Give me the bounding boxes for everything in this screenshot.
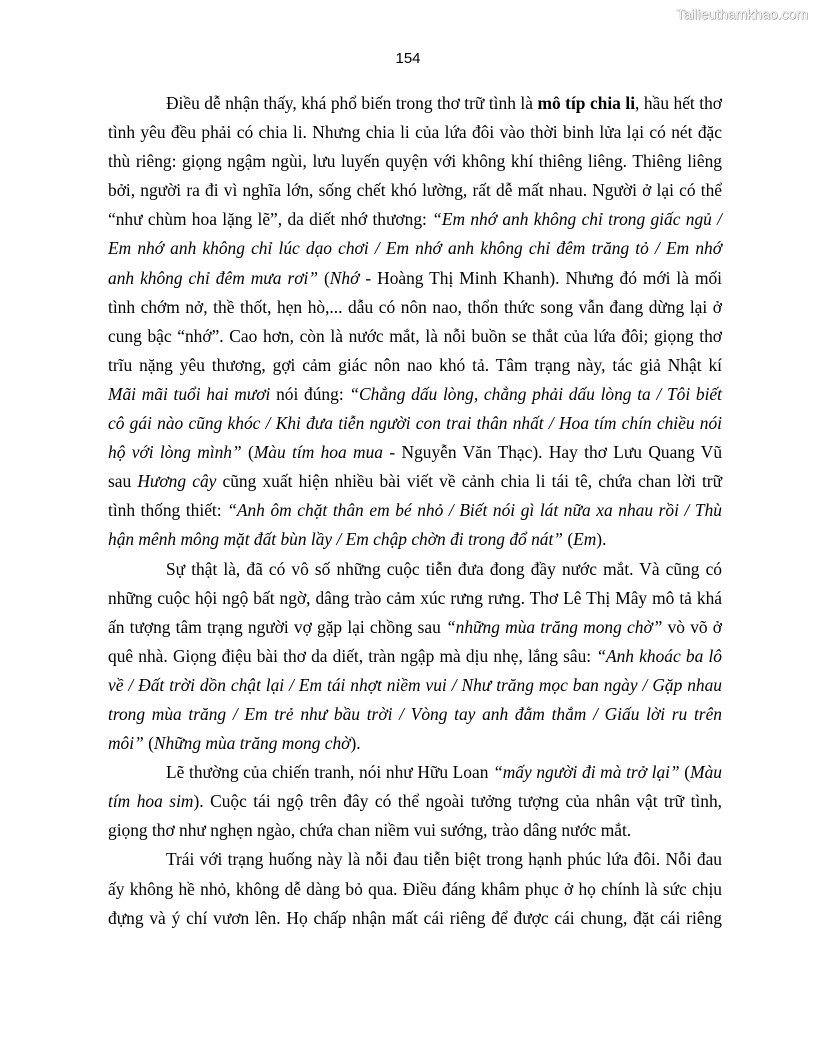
paragraph: [108, 555, 722, 759]
text-segment: ).: [350, 733, 361, 754]
italic-text: Em: [573, 529, 597, 550]
italic-text: “Chẳng dấu lòng, chẳng phải dấu lòng ta / Tôi biết: [349, 383, 722, 404]
italic-text: Hương cây: [137, 471, 217, 492]
text-line: [108, 700, 722, 729]
text-segment: Điều dễ nhận thấy, khá phổ biến trong thơ trữ tình là: [166, 93, 538, 113]
text-segment: , hầu hết thơ: [635, 93, 722, 113]
bold-text: mô típ chia li: [537, 93, 636, 113]
document-body: [108, 89, 722, 933]
italic-text: “mấy người đi mà trở lại”: [493, 762, 680, 783]
italic-text: Em nhớ anh không chỉ lúc dạo chơi / Em nhớ anh không chỉ đêm trăng tỏ / Em nhớ: [108, 238, 722, 259]
text-line: [108, 89, 722, 118]
text-segment: (: [241, 442, 254, 463]
italic-text: tím hoa sim: [108, 791, 194, 812]
text-segment: ).: [596, 529, 607, 550]
text-line: [108, 205, 722, 234]
text-segment: cung bậc “nhớ”. Cao hơn, còn là nước mắt, là nỗi buồn se thắt của lứa đôi; giọng thơ: [108, 325, 722, 346]
text-line: [108, 496, 722, 525]
text-segment: đựng và ý chí vươn lên. Họ chấp nhận mất cái riêng để được cái chung, đặt cái riêng: [108, 907, 722, 928]
paragraph: [108, 845, 722, 932]
text-line: [108, 729, 722, 758]
text-line: [108, 758, 722, 787]
text-segment: thù riêng: giọng ngậm ngùi, lưu luyến quyện với không khí thiêng liêng. Thiêng liêng: [108, 151, 722, 172]
text-segment: ấn tượng tâm trạng người vợ gặp lại chồng sau: [108, 616, 446, 637]
italic-text: về / Đất trời dồn chật lại / Em tái nhợt niềm vui / Như trăng mọc ban ngày / Gặp nhau: [108, 674, 722, 695]
text-line: [108, 525, 722, 554]
text-line: [108, 293, 722, 322]
italic-text: “Anh khoác ba lô: [596, 645, 722, 666]
paragraph: [108, 89, 722, 555]
text-line: [108, 904, 722, 933]
text-segment: những cuộc hội ngộ bất ngờ, dâng trào cảm xúc rưng rưng. Thơ Lê Thị Mây mô tả khá: [108, 587, 722, 608]
text-segment: - Nguyễn Văn Thạc). Hay thơ Lưu Quang Vũ: [383, 442, 723, 463]
text-line: [108, 234, 722, 263]
text-segment: ). Cuộc tái ngộ trên đây có thể ngoài tưởng tượng của nhân vật trữ tình,: [193, 791, 722, 812]
text-segment: bởi, người ra đi vì nghĩa lớn, sống chết khó lường, rất dễ mất nhau. Người ở lại có thể: [108, 180, 722, 201]
text-segment: (: [679, 762, 691, 783]
text-line: [108, 438, 722, 467]
italic-text: Màu tím hoa mua: [253, 442, 384, 463]
italic-text: “những mùa trăng mong chờ”: [446, 616, 663, 637]
italic-text: Những mùa trăng mong chờ: [153, 733, 351, 754]
text-segment: trĩu nặng yêu thương, gợi cảm giác nôn nao khó tả. Tâm trạng này, tác giả Nhật kí: [108, 354, 722, 375]
text-segment: cũng xuất hiện nhiều bài viết về cảnh chia li tái tê, chứa chan lời trữ: [216, 471, 722, 492]
text-segment: nói đúng:: [270, 383, 350, 404]
text-segment: tình yêu đều phải có chia li. Nhưng chia li của lứa đôi vào thời binh lửa lại có nét đặc: [108, 122, 722, 143]
text-line: [108, 380, 722, 409]
italic-text: Mãi mãi tuổi hai mươi: [108, 383, 271, 404]
page-number: 154: [395, 50, 421, 67]
text-line: [108, 176, 722, 205]
text-segment: sau: [108, 471, 138, 492]
text-line: [108, 147, 722, 176]
text-segment: giọng thơ như nghẹn ngào, chứa chan niềm vui sướng, trào dâng nước mắt.: [108, 820, 632, 841]
italic-text: hận mênh mông mặt đất bùn lầy / Em chập chờn đi trong đổ nát”: [108, 529, 563, 550]
text-segment: Sự thật là, đã có vô số những cuộc tiễn đưa đong đầy nước mắt. Và cũng có: [166, 558, 722, 579]
text-segment: ấy không hề nhỏ, không dễ dàng bỏ qua. Điều đáng khâm phục ở họ chính là sức chịu: [108, 878, 722, 899]
text-line: [108, 467, 722, 496]
italic-text: cô gái nào cũng khóc / Khi đưa tiễn người con trai thân nhất / Hoa tím chín chiều nói: [108, 413, 722, 434]
text-segment: quê nhà. Giọng điệu bài thơ da diết, tràn ngập mà dịu nhẹ, lắng sâu:: [108, 645, 597, 666]
text-line: [108, 642, 722, 671]
text-segment: - Hoàng Thị Minh Khanh). Nhưng đó mới là mối: [359, 267, 722, 288]
text-segment: Lẽ thường của chiến tranh, nói như Hữu Loan: [166, 762, 494, 783]
italic-text: môi”: [108, 733, 144, 754]
text-line: [108, 787, 722, 816]
text-segment: (: [318, 267, 330, 288]
italic-text: hộ với lòng mình”: [108, 442, 242, 463]
text-line: [108, 264, 722, 293]
text-line: [108, 816, 722, 845]
text-segment: “như chùm hoa lặng lẽ”, da diết nhớ thương:: [108, 209, 433, 230]
text-segment: tình thống thiết:: [108, 500, 228, 521]
text-line: [108, 584, 722, 613]
text-segment: vò võ ở: [662, 616, 722, 637]
text-line: [108, 845, 722, 874]
italic-text: “Em nhớ anh không chỉ trong giấc ngủ /: [432, 209, 722, 230]
text-segment: (: [562, 529, 574, 550]
text-line: [108, 409, 722, 438]
text-line: [108, 351, 722, 380]
watermark: Tailieuthamkhao.com: [676, 6, 808, 22]
paragraph: [108, 758, 722, 845]
italic-text: “Anh ôm chặt thân em bé nhỏ / Biết nói gì lát nữa xa nhau rồi / Thù: [227, 500, 722, 521]
text-line: [108, 555, 722, 584]
text-segment: tình chớm nở, thề thốt, hẹn hò,... dẫu có nôn nao, thổn thức song vẫn đang dừng lại ở: [108, 296, 722, 317]
text-line: [108, 875, 722, 904]
text-line: [108, 671, 722, 700]
text-line: [108, 613, 722, 642]
italic-text: Nhớ: [329, 267, 360, 288]
italic-text: trong mùa trăng / Em trẻ như bầu trời / Vòng tay anh đằm thắm / Giấu lời ru trên: [108, 703, 722, 724]
italic-text: anh không chỉ đêm mưa rơi”: [108, 267, 319, 288]
italic-text: Màu: [690, 762, 722, 783]
text-segment: (: [143, 733, 154, 754]
text-line: [108, 118, 722, 147]
text-line: [108, 322, 722, 351]
text-segment: Trái với trạng huống này là nỗi đau tiễn biệt trong hạnh phúc lứa đôi. Nỗi đau: [166, 849, 722, 870]
